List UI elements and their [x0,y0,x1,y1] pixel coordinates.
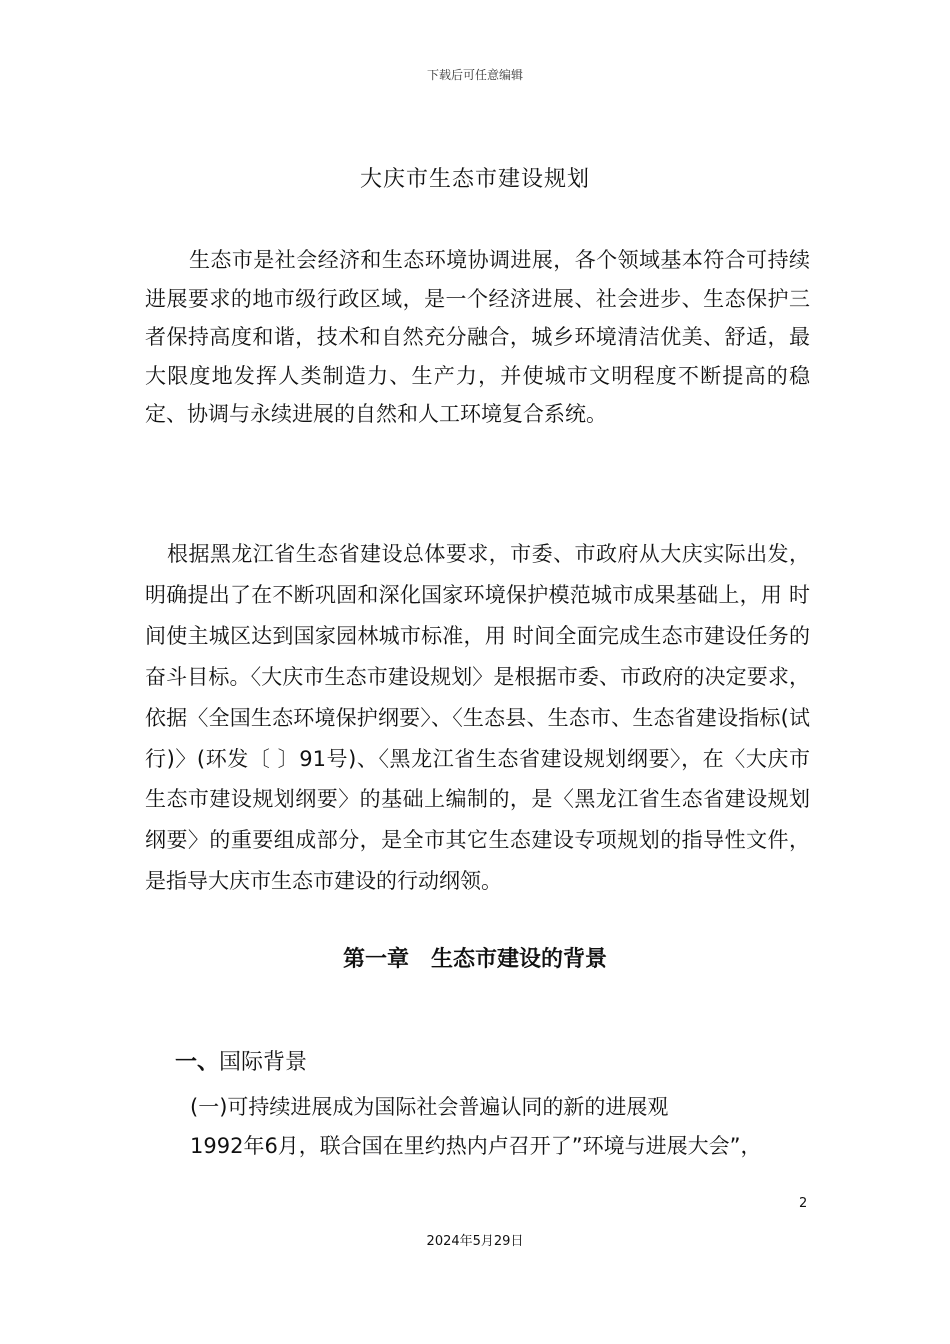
section-number: 一、 [175,1050,220,1075]
subsection-heading: (一)可持续进展成为国际社会普遍认同的新的进展观 [190,1095,669,1119]
body-text-line: 1992年6月，联合国在里约热内卢召开了”环境与进展大会”， [190,1134,762,1158]
header-note: 下载后可任意编辑 [426,68,523,82]
page-number: 2 [799,1196,808,1211]
footer-date: 2024年5月29日 [426,1234,524,1249]
document-title: 大庆市生态市建设规划 [359,167,590,192]
basis-paragraph: 根据黑龙江省生态省建设总体要求，市委、市政府从大庆实际出发，明确提出了在不断巩固和深化国家环境保护模范城市成果基础上，用 时间使主城区达到国家园林城市标准，用 时间全面完成生态市建设任务的奋斗目标。〈大庆市生态市建设规划〉是根据市委、市政府的决定要求，依据〈全国生态环境保护纲要〉、〈生态县、生态市、生态省建设指标(试行)〉(环发〔 〕91号)、〈黑龙江省生态省建设规划纲要〉，在〈大庆市生态市建设规划纲要〉的基础上编制的，是〈黑龙江省生态省建设规划纲要〉的重要组成部分，是全市其它生态建设专项规划的指导性文件，是指导大庆市生态市建设的行动纲领。 [145,542,810,894]
section-heading [175,1045,307,1076]
chapter-heading: 第一章 生态市建设的背景 [342,947,607,972]
section-title: 国际背景 [219,1050,308,1075]
intro-paragraph: 生态市是社会经济和生态环境协调进展，各个领域基本符合可持续进展要求的地市级行政区域，是一个经济进展、社会进步、生态保护三者保持高度和谐，技术和自然充分融合，城乡环境清洁优美、舒适，最大限度地发挥人类制造力、生产力，并使城市文明程度不断提高的稳定、协调与永续进展的自然和人工环境复合系统。 [145,248,810,426]
